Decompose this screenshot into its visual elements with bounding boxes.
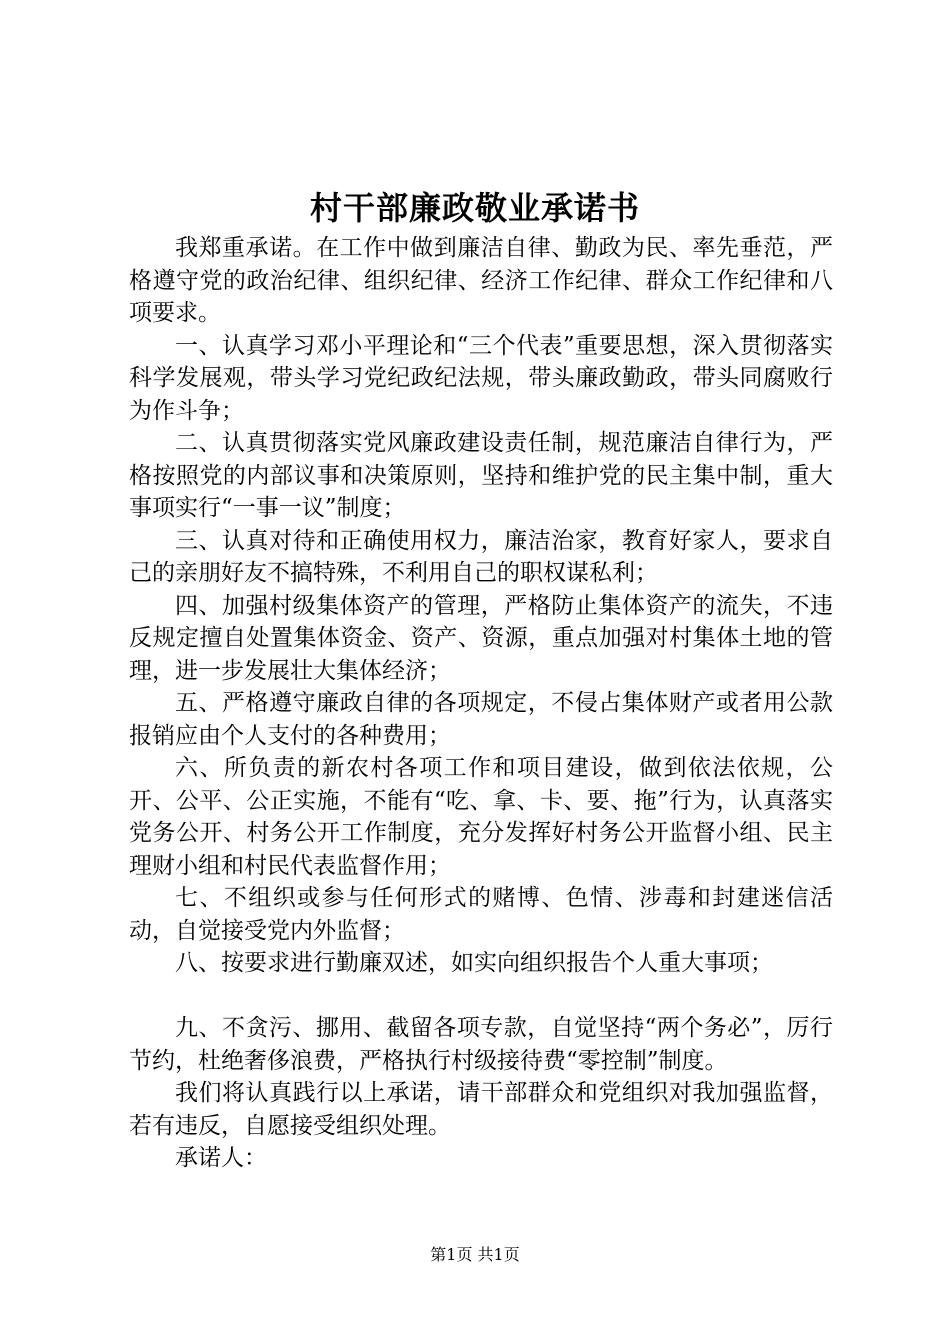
- intro-paragraph: 我郑重承诺。在工作中做到廉洁自律、勤政为民、率先垂范，严格遵守党的政治纪律、组织纪律、经济工作纪律、群众工作纪律和八项要求。: [129, 235, 833, 326]
- blank-line: [129, 980, 833, 1013]
- commitment-item-6: 六、所负责的新农村各项工作和项目建设，做到依法依规，公开、公平、公正实施，不能有“吃、拿、卡、要、拖”行为，认真落实党务公开、村务公开工作制度，充分发挥好村务公开监督小组、民主理财小组和村民代表监督作用；: [129, 755, 833, 879]
- commitment-item-2: 二、认真贯彻落实党风廉政建设责任制，规范廉洁自律行为，严格按照党的内部议事和决策原则，坚持和维护党的民主集中制，重大事项实行“一事一议”制度；: [129, 430, 833, 521]
- document-title: 村干部廉政敬业承诺书: [309, 189, 640, 227]
- commitment-item-5: 五、严格遵守廉政自律的各项规定，不侵占集体财产或者用公款报销应由个人支付的各种费用；: [129, 690, 833, 749]
- commitment-item-1: 一、认真学习邓小平理论和“三个代表”重要思想，深入贯彻落实科学发展观，带头学习党纪政纪法规，带头廉政勤政，带头同腐败行为作斗争；: [129, 332, 833, 424]
- signature-label: 承诺人：: [175, 1145, 267, 1171]
- closing-paragraph: 我们将认真践行以上承诺，请干部群众和党组织对我加强监督，若有违反，自愿接受组织处理。: [129, 1080, 833, 1139]
- commitment-item-8: 八、按要求进行勤廉双述，如实向组织报告个人重大事项；: [175, 950, 773, 976]
- commitment-item-9: 九、不贪污、挪用、截留各项专款，自觉坚持“两个务必”，厉行节约，杜绝奢侈浪费，严格执行村级接待费“零控制”制度。: [129, 1015, 833, 1074]
- commitment-item-7: 七、不组织或参与任何形式的赌博、色情、涉毒和封建迷信活动，自觉接受党内外监督；: [129, 885, 833, 944]
- page-footer: 第1页 共1页: [430, 1245, 520, 1264]
- commitment-item-3: 三、认真对待和正确使用权力，廉洁治家，教育好家人，要求自己的亲朋好友不搞特殊，不利用自己的职权谋私利；: [129, 527, 833, 586]
- document-body: [129, 232, 833, 1175]
- commitment-item-4: 四、加强村级集体资产的管理，严格防止集体资产的流失，不违反规定擅自处置集体资金、资产、资源，重点加强对村集体土地的管理，进一步发展壮大集体经济；: [129, 592, 833, 684]
